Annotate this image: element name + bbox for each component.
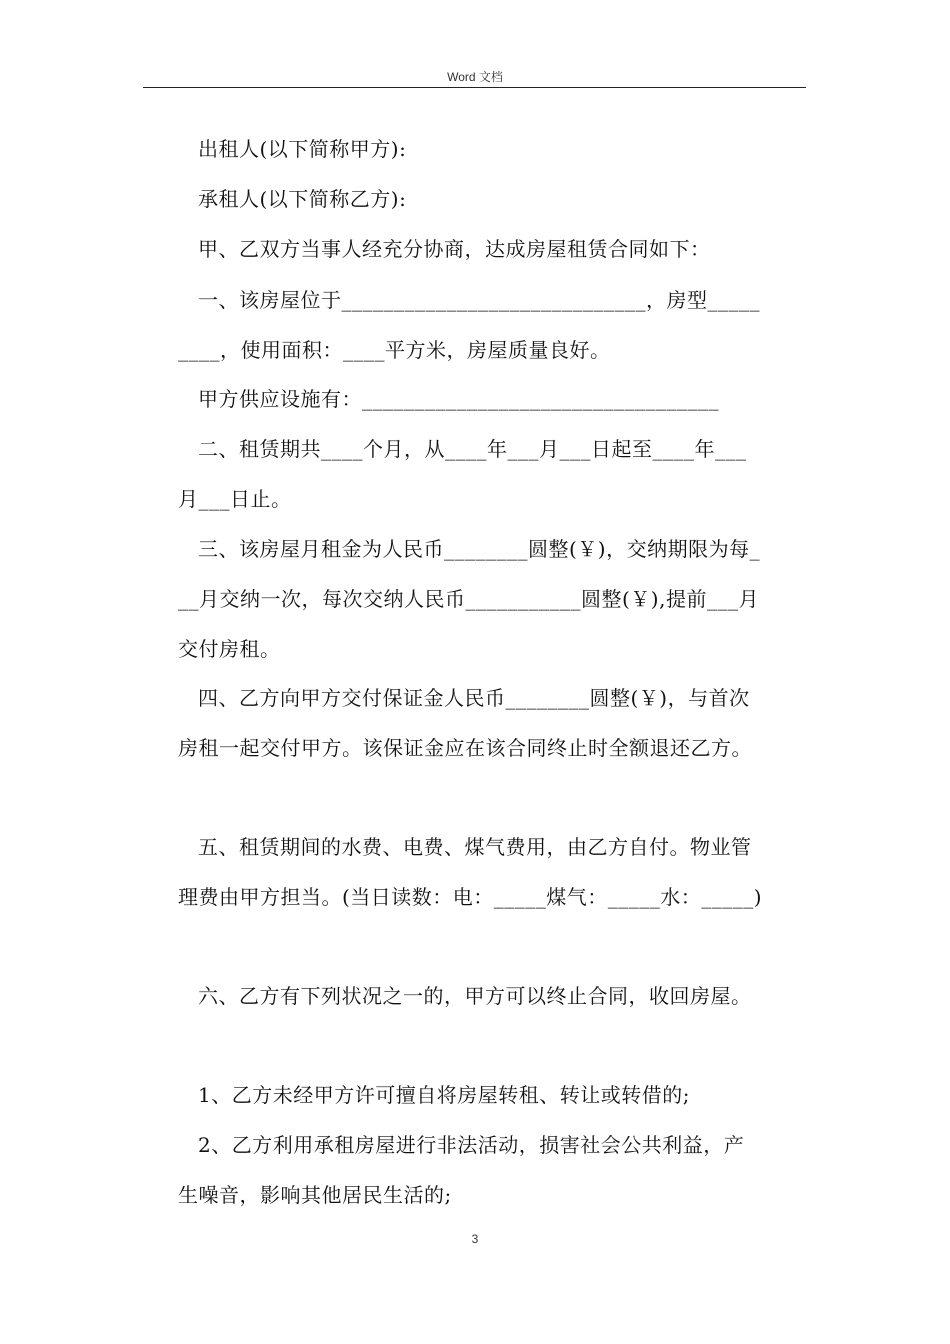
text-line: 六、乙方有下列状况之一的，甲方可以终止合同，收回房屋。 [198,984,752,1008]
text-line: 2、乙方利用承租房屋进行非法活动，损害社会公共利益，产 [198,1133,745,1157]
page-header: Word 文档 [447,70,503,84]
text-line: 生噪音，影响其他居民生活的; [178,1183,452,1207]
text-line: 月___日止。 [178,487,292,511]
text-line: 二、租赁期共____个月，从____年___月___日起至____年___ [198,437,747,461]
text-line: __月交纳一次，每次交纳人民币___________圆整(￥),提前___月 [178,587,759,611]
text-line: 交付房租。 [178,637,281,661]
text-line: 房租一起交付甲方。该保证金应在该合同终止时全额退还乙方。 [178,736,752,760]
text-line: 理费由甲方担当。(当日读数：电：_____煤气：_____水：_____) [178,885,763,909]
page-number: 3 [471,1232,479,1246]
text-line: ____，使用面积：____平方米，房屋质量良好。 [178,338,611,362]
text-line: 甲方供应设施有：__________________________________ [198,387,719,411]
text-line: 三、该房屋月租金为人民币________圆整(￥)，交纳期限为每_ [198,537,761,561]
text-line: 五、租赁期间的水费、电费、煤气费用，由乙方自付。物业管 [198,835,752,859]
text-line: 出租人(以下简称甲方): [198,137,407,161]
text-line: 甲、乙双方当事人经充分协商，达成房屋租赁合同如下： [198,237,711,261]
text-line: 四、乙方向甲方交付保证金人民币________圆整(￥)，与首次 [198,686,750,710]
text-line: 一、该房屋位于_____________________________，房型_____ [198,288,760,312]
header-rule [143,87,806,88]
text-line: 承租人(以下简称乙方): [198,187,407,211]
text-line: 1、乙方未经甲方许可擅自将房屋转租、转让或转借的; [198,1083,690,1107]
